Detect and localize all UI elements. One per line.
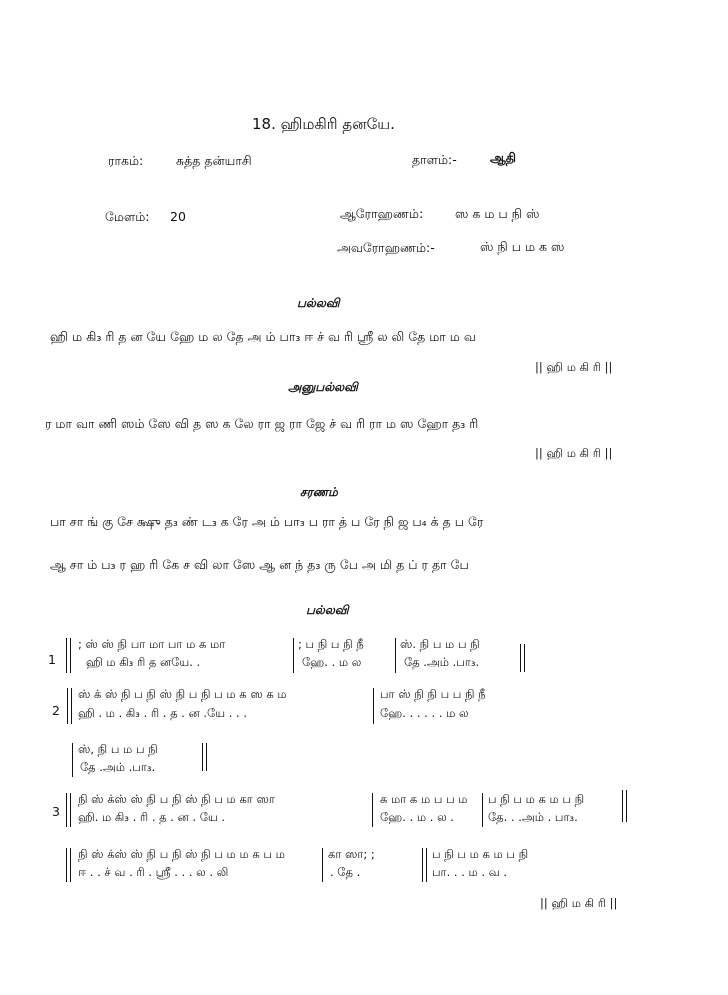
avarohanam-label: அவரோஹணம்:- — [337, 240, 435, 255]
barline — [422, 848, 427, 882]
row4-swara-b: கா ஸா; ; — [328, 847, 375, 861]
row-number-3: 3 — [52, 804, 60, 819]
row2-swara-c: ஸ், நி ப ம ப நி — [78, 742, 158, 756]
start-barline — [66, 638, 71, 673]
end-barline — [520, 644, 525, 672]
row2-sahitya-a: ஹி . ம . கி₃ . ரி . த . ன .யே . . . — [78, 706, 247, 720]
notation-ref: || ஹி ம கி ரி || — [540, 896, 618, 910]
row1-swara-b: ; ப நி ப நி நீ — [298, 637, 364, 651]
row3-sahitya-a: ஹி. ம கி₃ . ரி . த . ன . யே . — [78, 810, 226, 824]
row-number-1: 1 — [48, 652, 56, 667]
row3-swara-a: நி ஸ் க்ஸ் ஸ் நி ப நி ஸ் நி ப ம கா ஸா — [78, 792, 275, 806]
start-barline — [72, 743, 73, 777]
avarohanam-value: ஸ் நி ப ம க ஸ — [480, 239, 565, 254]
barline — [293, 638, 294, 673]
arohanam-label: ஆரோஹணம்: — [340, 206, 424, 221]
pallavi-line: ஹி ம கி₃ ரி த ன யே ஹே ம ல தே அ ம் பா₃ ஈ ச் வ ரி ஸ்ரீ ல லி தே மா ம வ — [50, 329, 476, 344]
row1-sahitya-a: ஹி ம கி₃ ரி த னயே. . — [86, 655, 201, 669]
arohanam-value: ஸ க ம ப நி ஸ் — [455, 206, 540, 221]
row2-swara-a: ஸ் க் ஸ் நி ப நி ஸ் நி ப நி ப ம க ஸ க ம — [78, 687, 287, 701]
raga-value: சுத்த தன்யாசி — [176, 153, 252, 168]
row2-sahitya-c: தே .அம் .பா₃. — [80, 760, 156, 774]
row3-sahitya-c: தே. . .அம் . பா₃. — [488, 810, 578, 824]
notation-heading: பல்லவி — [306, 603, 349, 617]
charanam-line-2: ஆ சா ம் ப₃ ர ஹ ரி கே ச வி லா ஸே ஆ ன ந் த₃ ரு பே அ மி த ப் ர தா பே — [50, 557, 469, 572]
charanam-heading: சரணம் — [300, 485, 338, 499]
anupallavi-line: ர மா வா ணி ஸம் ஸே வி த ஸ க லே ரா ஜ ரா ஜே ச் வ ரி ரா ம ஸ ஹோ த₃ ரி — [45, 416, 479, 431]
row4-swara-c: ப நி ப ம க ம ப நி — [432, 847, 529, 861]
row2-swara-b: பா ஸ் நி நி ப ப நி நீ — [380, 687, 486, 701]
barline — [395, 638, 396, 673]
anupallavi-ref: || ஹி ம கி ரி || — [535, 446, 613, 460]
end-barline — [202, 743, 207, 771]
charanam-line-1: பா சா ங் கு சே க்ஷு த₃ ண் ட₃ க ரே அ ம் பா₃ ப ரா த் ப ரே நி ஜ ப₄ க் த ப ரே — [50, 514, 484, 529]
start-barline — [66, 793, 71, 827]
pallavi-ref: || ஹி ம கி ரி || — [535, 360, 613, 374]
barline — [373, 688, 374, 724]
barline — [322, 848, 323, 882]
page-title: 18. ஹிமகிரி தனயே. — [252, 115, 395, 133]
row1-sahitya-b: ஹே. . ம ல — [302, 655, 362, 669]
anupallavi-heading: அனுபல்லவி — [288, 380, 358, 394]
start-barline — [67, 688, 72, 724]
row1-swara-a: ; ஸ் ஸ் நி பா மா பா ம க மா — [78, 637, 226, 651]
end-barline — [622, 790, 627, 822]
row-number-2: 2 — [52, 703, 60, 718]
row1-sahitya-c: தே .அம் .பா₃. — [404, 655, 480, 669]
barline — [482, 793, 483, 827]
row3-swara-c: ப நி ப ம க ம ப நி — [488, 792, 585, 806]
tala-value: ஆதி — [490, 150, 517, 165]
pallavi-heading: பல்லவி — [297, 296, 340, 310]
row4-sahitya-b: . தே . — [330, 865, 361, 879]
row4-sahitya-c: பா. . . ம . வ . — [432, 865, 508, 879]
start-barline — [66, 848, 71, 882]
row3-sahitya-b: ஹே. . ம . ல . — [380, 810, 454, 824]
raga-label: ராகம்: — [108, 153, 144, 168]
barline — [372, 793, 373, 827]
mela-label: மேளம்: — [105, 209, 150, 224]
row4-swara-a: நி ஸ் க்ஸ் ஸ் நி ப நி ஸ் நி ப ம ம க ப ம — [78, 847, 285, 861]
row1-swara-c: ஸ். நி ப ம ப நி — [400, 637, 480, 651]
mela-value: 20 — [170, 209, 186, 224]
row3-swara-b: க மா க ம ப ப ம — [380, 792, 468, 806]
tala-label: தாளம்:- — [412, 152, 457, 167]
row4-sahitya-a: ஈ . . ச் வ . ரி . ஸ்ரீ . . . ல . லி — [78, 865, 229, 879]
row2-sahitya-b: ஹே. . . . . . ம ல — [380, 706, 469, 720]
